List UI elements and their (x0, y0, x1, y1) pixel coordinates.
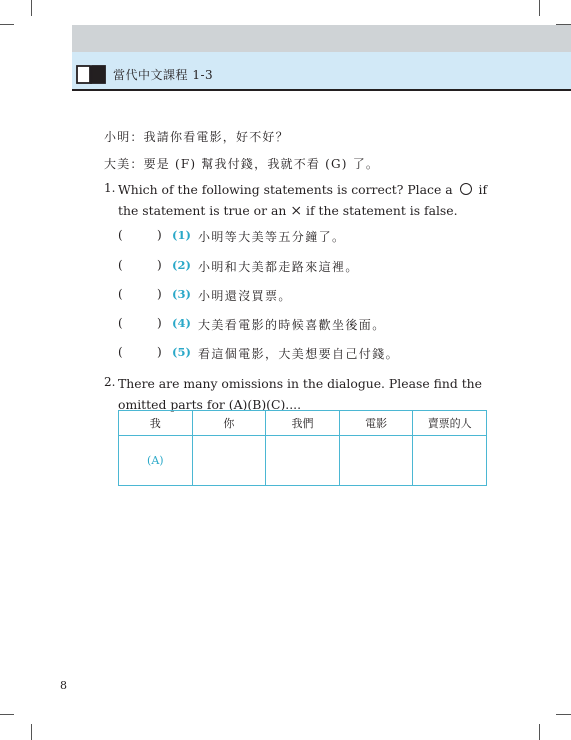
table-header-cell: 我們 (266, 411, 340, 436)
answer-paren-open: ( (118, 228, 123, 242)
page-header-title: 當代中文課程 1-3 (113, 68, 214, 82)
crop-mark (31, 724, 32, 740)
dialogue-line: 大美：要是 (F) 幫我付錢，我就不看 (G) 了。 (104, 157, 380, 171)
page-number: 8 (60, 679, 67, 692)
statement-number: (5) (172, 345, 191, 359)
header-rule (72, 89, 571, 91)
question-number: 2. (104, 375, 116, 389)
question-number: 1. (104, 181, 116, 195)
table-cell (339, 436, 413, 486)
statement-number: (4) (172, 316, 191, 330)
answer-paren-close: ) (157, 258, 162, 272)
dialogue-line: 小明：我請你看電影，好不好？ (104, 130, 289, 144)
crop-mark (539, 724, 540, 740)
table-header-row (119, 411, 487, 436)
table-header-cell: 電影 (339, 411, 413, 436)
question-text-part: if the statement is false. (306, 203, 458, 218)
table-cell: (A) (119, 436, 193, 486)
statement-text: 小明等大美等五分鐘了。 (198, 230, 346, 244)
answer-paren-open: ( (118, 258, 123, 272)
question-text-part: if the statement is true or an (118, 182, 488, 218)
table-header-cell: 我 (119, 411, 193, 436)
crop-mark (556, 714, 571, 715)
answer-paren-close: ) (157, 345, 162, 359)
answer-paren-open: ( (118, 345, 123, 359)
table-header-cell: 你 (192, 411, 266, 436)
statement-text: 大美看電影的時候喜歡坐後面。 (198, 318, 386, 332)
statement-number: (2) (172, 258, 191, 272)
question-text: There are many omissions in the dialogue. Please find the omitted parts for (A)(B)(C).... (118, 376, 482, 412)
answer-paren-close: ) (157, 287, 162, 301)
statement-number: (1) (172, 228, 191, 242)
crop-mark (0, 24, 14, 25)
crop-mark (31, 0, 32, 16)
question-text-part: Which of the following statements is correct? Place a (118, 182, 453, 197)
statement-number: (3) (172, 287, 191, 301)
question-text (118, 179, 490, 222)
cross-icon: × (290, 203, 303, 219)
circle-icon (460, 183, 472, 195)
answer-paren-open: ( (118, 316, 123, 330)
statement-text: 小明和大美都走路來這裡。 (198, 260, 359, 274)
table-cell (413, 436, 487, 486)
statement-text: 看這個電影，大美想要自己付錢。 (198, 347, 400, 361)
crop-mark (0, 714, 14, 715)
table-cell (266, 436, 340, 486)
table-row (119, 436, 487, 486)
answer-paren-open: ( (118, 287, 123, 301)
book-icon (76, 63, 106, 85)
answer-paren-close: ) (157, 316, 162, 330)
omission-table (118, 410, 487, 486)
crop-mark (539, 0, 540, 16)
table-cell (192, 436, 266, 486)
answer-paren-close: ) (157, 228, 162, 242)
table-header-cell: 賣票的人 (413, 411, 487, 436)
statement-text: 小明還沒買票。 (198, 289, 292, 303)
